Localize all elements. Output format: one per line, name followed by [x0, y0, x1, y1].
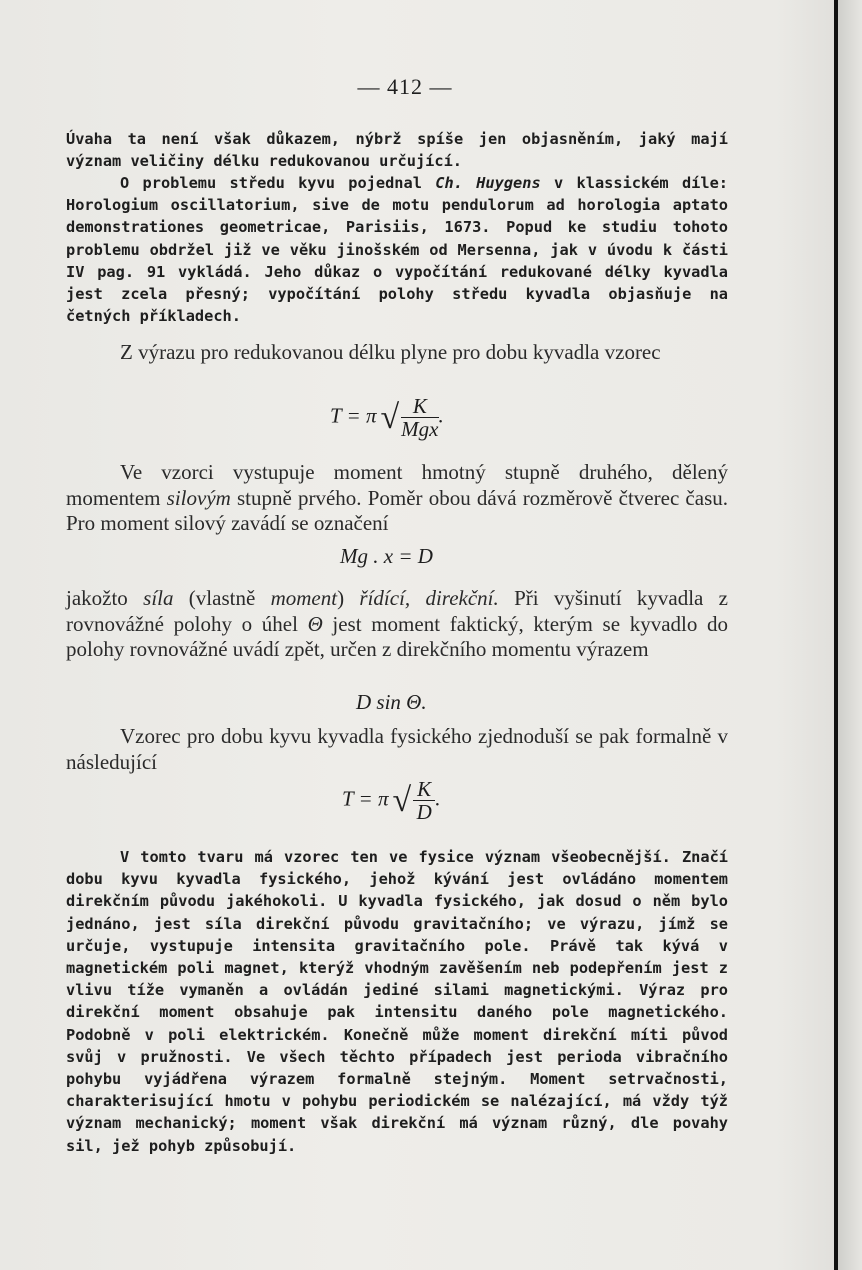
sqrt-sign: √ [380, 398, 400, 436]
formula-period-d: T = π √ $\frac{K}{D}$ . [342, 777, 441, 824]
author-initial: Ch. [435, 174, 463, 192]
formula-period-mgx: T = π √ $\frac{K}{\text{Mgx}}$ . [330, 394, 444, 441]
formula-directive: Mg . x = D [340, 544, 433, 568]
paragraph-formula-intro: Z výrazu pro redukovanou délku plyne pro dobu kyvadla vzorec [120, 340, 661, 364]
fraction: $\frac{K}{\text{Mgx}}$ [401, 394, 439, 441]
next-page-edge [838, 0, 862, 1270]
paragraph-huygens: O problemu středu kyvu pojednal Ch. Huygens v klassickém díle: Horologium oscillatorium, sive de motu pendulorum ad horologia aptato demonstrationes geometricae, Parisiis, 1673. Popud ke studiu tohoto problemu obdržel již ve věku jinošském od Mersenna, jak v úvodu k části IV pag. 91 vykládá. Jeho důkaz o vypočítání redukované délky kyvadla jest zcela přesný; vypočítání polohy středu kyvadla objasňuje na četných příkladech. [66, 174, 728, 326]
page-number: — 412 — [357, 74, 453, 99]
formula-dsin: D sin Θ. [356, 690, 427, 714]
paragraph-intro: Úvaha ta není však důkazem, nýbrž spíše jen objasněním, jaký mají význam veličiny délku redukovanou určující. [66, 130, 728, 171]
sqrt-sign: √ [392, 781, 412, 819]
paragraph-simplified: Vzorec pro dobu kyvu kyvadla fysického zjednoduší se pak formalně v následující [66, 724, 728, 774]
paragraph-directive-force: jakožto síla (vlastně moment) řídící, direkční. Při vyšinutí kyvadla z rovnovážné polohy o úhel Θ jest moment faktický, kterým se kyvadlo do polohy rovnovážné uvádí zpět, určen z direkčního momentu výrazem [66, 586, 729, 662]
paragraph-moment: Ve vzorci vystupuje moment hmotný stupně druhého, dělený momentem silovým stupně prvého. Poměr obou dává rozměrově čtverec času. Pro moment silový zavádí se označení [66, 460, 728, 536]
fraction: $\frac{K}{D}$ [413, 778, 435, 823]
paragraph-general: V tomto tvaru má vzorec ten ve fysice význam všeobecnější. Značí dobu kyvu kyvadla fysického, jehož kývání jest ovládáno momentem direkčním původu jakéhokoli. U kyvadla fysického, jak dosud o něm bylo jednáno, jest síla direkční původu gravitačního; ve výrazu, jímž se určuje, vystupuje intensita gravitačního pole. Právě tak kývá v magnetickém poli magnet, kterýž vhodným zavěšením neb podepřením jest z vlivu tíže vymaněn a ovládán jediné silami magnetickými. Výraz pro direkční moment obsahuje pak intensitu daného pole magnetického. Podobně v poli elektrickém. Konečně může moment direkční míti původ svůj v pružnosti. Ve všech těchto případech jest perioda vibračního pohybu vyjádřena výrazem formalně stejným. Moment setrvačnosti, charakterisující hmotu v pohybu periodickém se nalézající, má vždy týž význam mechanický; moment však direkční má význam různý, dle povahy sil, jež pohyb způsobují. [66, 848, 728, 1155]
author-name: Huygens [476, 174, 541, 192]
